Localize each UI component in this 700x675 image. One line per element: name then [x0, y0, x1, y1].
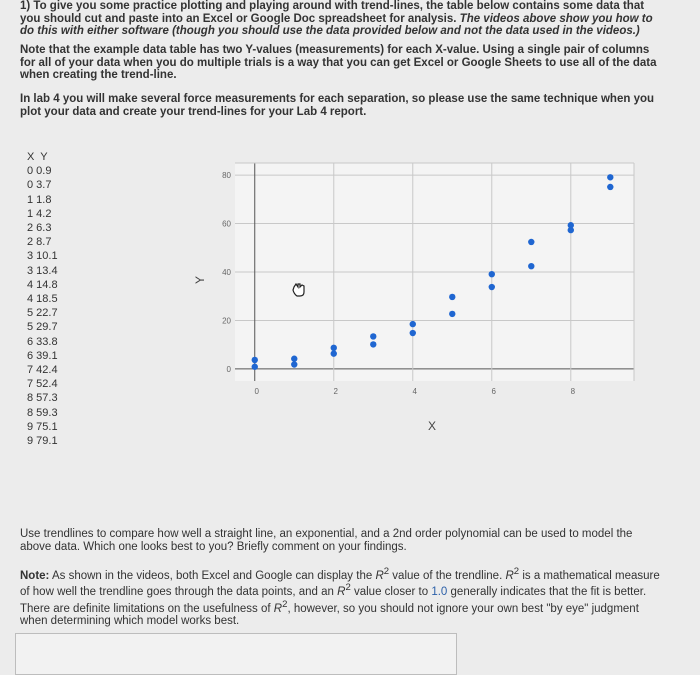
table-header: X Y [27, 151, 48, 163]
note-text-4: value closer to [353, 586, 429, 599]
data-point [370, 341, 376, 347]
data-point [449, 311, 455, 317]
note-text-6: , however, so you should not ignore your own best "by eye" judgment when determining which model works best. [20, 602, 639, 627]
x-tick-label: 4 [412, 387, 417, 396]
r2-symbol: R [375, 569, 384, 582]
table-row: 8 59.3 [27, 406, 58, 419]
table-row: 1 1.8 [27, 193, 52, 206]
table-row: 0 3.7 [27, 179, 52, 192]
data-point [410, 330, 416, 336]
data-point [370, 333, 376, 339]
table-row: 4 18.5 [27, 293, 58, 306]
table-row: 6 33.8 [27, 335, 58, 348]
data-point [291, 356, 297, 362]
r2-symbol: R [273, 602, 283, 615]
table-row: 3 10.1 [27, 250, 58, 263]
y-tick-label: 40 [222, 268, 231, 277]
r2-symbol: R [337, 586, 346, 599]
y-tick-label: 80 [222, 171, 231, 181]
table-row: 5 22.7 [27, 307, 58, 320]
x-axis-label: X [428, 419, 437, 433]
x-tick-label: 6 [491, 387, 497, 396]
question-paragraph [20, 528, 660, 553]
answer-input[interactable] [15, 633, 457, 675]
data-point [528, 263, 534, 269]
data-point [607, 174, 613, 180]
r2-superscript: 2 [383, 566, 390, 577]
value-one: 1.0 [431, 586, 448, 599]
y-tick-label: 60 [222, 219, 231, 229]
r2-superscript: 2 [282, 598, 288, 610]
instruction-italic: The videos above show you how to do this with either software (though you should use the data provided below and not the data used in the videos.) [20, 12, 653, 37]
table-row: 0 0.9 [27, 165, 52, 178]
table-row: 1 4.2 [27, 207, 52, 220]
data-point [489, 284, 495, 290]
y-axis-label: Y [193, 275, 207, 284]
table-row: 7 42.4 [27, 364, 58, 377]
instruction-lead: 1) To give you some practice plotting and playing around with trend-lines, the table below contains some data that you should cut and paste into an Excel or Google Doc spreadsheet for analysis. [20, 0, 645, 25]
note-text-3: is a mathematical measure of how well the trendline goes through the data points, and an [20, 569, 660, 599]
data-point [607, 184, 613, 190]
data-point [489, 271, 495, 277]
table-row: 9 75.1 [27, 420, 58, 433]
table-row: 7 52.4 [27, 378, 58, 391]
table-row: 2 8.7 [27, 236, 52, 249]
data-point [568, 222, 574, 228]
note-text-1: As shown in the videos, both Excel and Google can display the [51, 569, 373, 582]
table-row: 3 13.4 [27, 264, 58, 277]
data-point [252, 357, 258, 363]
x-tick-label: 2 [333, 387, 338, 396]
r2-superscript: 2 [513, 566, 520, 577]
r2-symbol: R [505, 569, 514, 582]
hand-cursor-icon [293, 284, 304, 296]
question-text: Use trendlines to compare how well a straight line, an exponential, and a 2nd order polynomial can be used to model the above data. Which one looks best to you? Briefly comment on your findings. [20, 528, 633, 553]
table-row: 4 14.8 [27, 278, 58, 291]
data-point [331, 350, 337, 356]
table-row: 2 6.3 [27, 222, 52, 235]
data-point [449, 294, 455, 300]
lab4-paragraph: In lab 4 you will make several force measurements for each separation, so please use the same technique when you plot your data and create your trend-lines for your Lab 4 report. [20, 93, 655, 118]
table-row: 8 57.3 [27, 392, 58, 405]
x-tick-label: 0 [254, 387, 259, 396]
note-label: Note: [20, 569, 50, 582]
data-point [331, 345, 337, 351]
chart-grid [235, 163, 634, 381]
note-text-5: generally indicates that the fit is better. There are definite limitations on the usefulness of [20, 586, 647, 615]
table-row: 5 29.7 [27, 321, 58, 334]
data-point [410, 321, 416, 327]
table-row: 9 79.1 [27, 435, 58, 448]
r2-superscript: 2 [345, 582, 351, 594]
note-text-2: value of the trendline. [392, 569, 503, 582]
data-point [252, 364, 258, 370]
x-tick-label: 8 [570, 387, 576, 396]
note-r2-paragraph [20, 566, 660, 627]
data-point [291, 361, 297, 367]
note-paragraph: Note that the example data table has two Y-values (measurements) for each X-value. Using a single pair of columns for all of your data when you do multiple trials is a way that you can get Excel or Google Sheets to use all of the data when creating the trend-line. [20, 44, 657, 81]
table-row: 6 39.1 [27, 349, 58, 362]
y-tick-label: 20 [222, 316, 231, 326]
data-point [528, 239, 534, 245]
y-tick-label: 0 [226, 364, 231, 374]
